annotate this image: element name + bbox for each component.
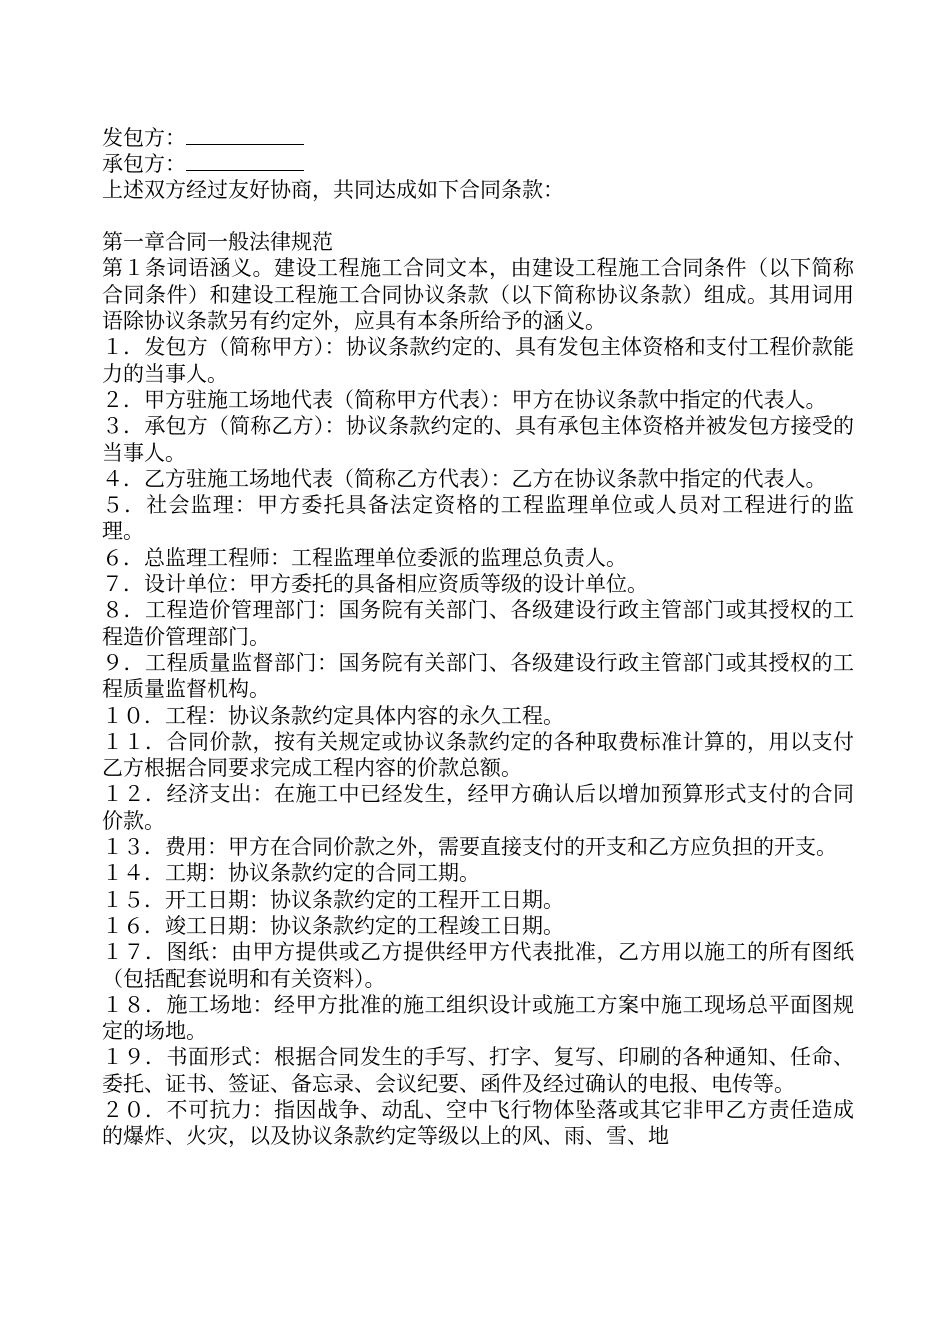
term-9: ９．工程质量监督部门：国务院有关部门、各级建设行政主管部门或其授权的工程质量监督机构。 [102, 650, 854, 702]
term-3: ３．承包方（简称乙方）：协议条款约定的、具有承包主体资格并被发包方接受的当事人。 [102, 414, 854, 465]
contractor-label: 承包方： [102, 152, 186, 177]
term-19: １９．书面形式：根据合同发生的手写、打字、复写、印刷的各种通知、任命、委托、证书、签证、备忘录、会议纪要、函件及经过确认的电报、电传等。 [102, 1045, 854, 1096]
contractor-line [102, 150, 854, 176]
term-20: ２０．不可抗力：指因战争、动乱、空中飞行物体坠落或其它非甲乙方责任造成的爆炸、火灾，以及协议条款约定等级以上的风、雨、雪、地 [102, 1097, 854, 1149]
article-1: 第１条词语涵义。建设工程施工合同文本，由建设工程施工合同条件（以下简称合同条件）和建设工程施工合同协议条款（以下简称协议条款）组成。其用词用语除协议条款另有约定外，应具有本条所给予的涵义。 [102, 256, 854, 334]
contractor-blank-field [186, 150, 304, 171]
term-4: ４．乙方驻施工场地代表（简称乙方代表）：乙方在协议条款中指定的代表人。 [102, 466, 827, 491]
term-1: １．发包方（简称甲方）：协议条款约定的、具有发包主体资格和支付工程价款能力的当事人。 [102, 335, 854, 386]
term-13: １３．费用：甲方在合同价款之外，需要直接支付的开支和乙方应负担的开支。 [102, 835, 837, 860]
term-16: １６．竣工日期：协议条款约定的工程竣工日期。 [102, 913, 564, 938]
term-7: ７．设计单位：甲方委托的具备相应资质等级的设计单位。 [102, 572, 648, 597]
chapter-title: 第一章合同一般法律规范 [102, 230, 333, 255]
term-18: １８．施工场地：经甲方批准的施工组织设计或施工方案中施工现场总平面图规定的场地。 [102, 992, 854, 1044]
intro-text: 上述双方经过友好协商，共同达成如下合同条款： [102, 177, 564, 202]
blank-line [102, 203, 854, 229]
term-5: ５．社会监理：甲方委托具备法定资格的工程监理单位或人员对工程进行的监理。 [102, 493, 854, 544]
employer-blank-field [186, 124, 304, 145]
term-12: １２．经济支出：在施工中已经发生，经甲方确认后以增加预算形式支付的合同价款。 [102, 782, 854, 833]
term-6: ６．总监理工程师：工程监理单位委派的监理总负责人。 [102, 545, 627, 570]
employer-label: 发包方： [102, 126, 186, 150]
document-page [102, 124, 854, 1150]
employer-line [102, 124, 854, 150]
term-8: ８．工程造价管理部门：国务院有关部门、各级建设行政主管部门或其授权的工程造价管理部门。 [102, 598, 854, 649]
term-2: ２．甲方驻施工场地代表（简称甲方代表）：甲方在协议条款中指定的代表人。 [102, 387, 827, 412]
term-15: １５．开工日期：协议条款约定的工程开工日期。 [102, 887, 564, 912]
term-14: １４．工期：协议条款约定的合同工期。 [102, 861, 480, 886]
term-17: １７．图纸：由甲方提供或乙方提供经甲方代表批准，乙方用以施工的所有图纸（包括配套说明和有关资料）。 [102, 940, 854, 991]
term-10: １０．工程：协议条款约定具体内容的永久工程。 [102, 703, 564, 728]
term-11: １１．合同价款，按有关规定或协议条款约定的各种取费标准计算的，用以支付乙方根据合同要求完成工程内容的价款总额。 [102, 729, 854, 781]
